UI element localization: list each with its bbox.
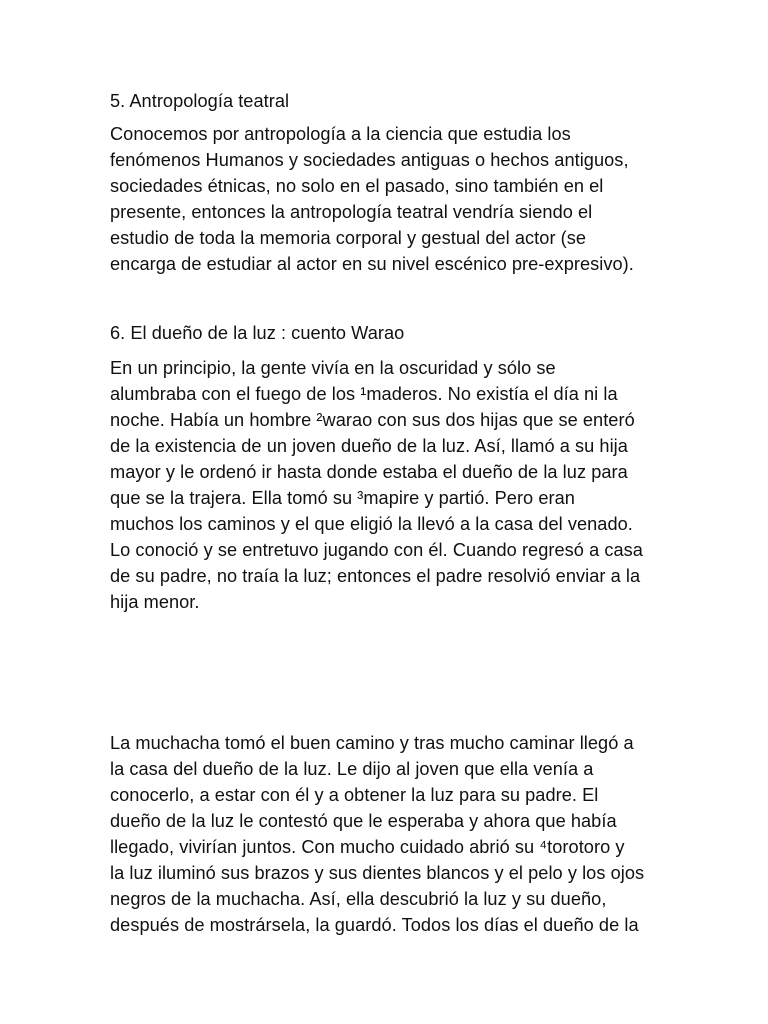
section-5-line-3: sociedades étnicas, no solo en el pasado, sino también en el bbox=[110, 176, 604, 196]
continuation-line-4: dueño de la luz le contestó que le esperaba y ahora que había bbox=[110, 811, 617, 831]
section-6-line-4: de la existencia de un joven dueño de la luz. Así, llamó a su hija bbox=[110, 436, 628, 456]
continuation-line-7: negros de la muchacha. Así, ella descubrió la luz y su dueño, bbox=[110, 889, 607, 909]
section-6-line-10: hija menor. bbox=[110, 592, 200, 612]
continuation-line-5: llegado, vivirían juntos. Con mucho cuidado abrió su ⁴torotoro y bbox=[110, 837, 625, 857]
continuation-line-6: la luz iluminó sus brazos y sus dientes blancos y el pelo y los ojos bbox=[110, 863, 645, 883]
section-5-line-4: presente, entonces la antropología teatral vendría siendo el bbox=[110, 202, 593, 222]
section-6-line-1: En un principio, la gente vivía en la oscuridad y sólo se bbox=[110, 358, 556, 378]
section-6-line-6: que se la trajera. Ella tomó su ³mapire y partió. Pero eran bbox=[110, 488, 575, 508]
section-6-line-3: noche. Había un hombre ²warao con sus dos hijas que se enteró bbox=[110, 410, 635, 430]
section-6-line-7: muchos los caminos y el que eligió la llevó a la casa del venado. bbox=[110, 514, 633, 534]
continuation-line-3: conocerlo, a estar con él y a obtener la luz para su padre. El bbox=[110, 785, 599, 805]
section-5-line-6: encarga de estudiar al actor en su nivel escénico pre-expresivo). bbox=[110, 254, 634, 274]
section-6-line-9: de su padre, no traía la luz; entonces el padre resolvió enviar a la bbox=[110, 566, 641, 586]
section-5-line-1: Conocemos por antropología a la ciencia que estudia los bbox=[110, 124, 571, 144]
section-6-line-8: Lo conoció y se entretuvo jugando con él. Cuando regresó a casa bbox=[110, 540, 643, 560]
continuation-line-1: La muchacha tomó el buen camino y tras mucho caminar llegó a bbox=[110, 733, 634, 753]
section-5-line-2: fenómenos Humanos y sociedades antiguas o hechos antiguos, bbox=[110, 150, 629, 170]
section-6-line-2: alumbraba con el fuego de los ¹maderos. No existía el día ni la bbox=[110, 384, 618, 404]
section-6-heading: 6. El dueño de la luz : cuento Warao bbox=[110, 323, 405, 343]
continuation-line-2: la casa del dueño de la luz. Le dijo al joven que ella venía a bbox=[110, 759, 594, 779]
section-5-heading: 5. Antropología teatral bbox=[110, 91, 290, 111]
continuation-line-8: después de mostrársela, la guardó. Todos los días el dueño de la bbox=[110, 915, 639, 935]
section-5-line-5: estudio de toda la memoria corporal y gestual del actor (se bbox=[110, 228, 587, 248]
section-6-line-5: mayor y le ordenó ir hasta donde estaba el dueño de la luz para bbox=[110, 462, 628, 482]
